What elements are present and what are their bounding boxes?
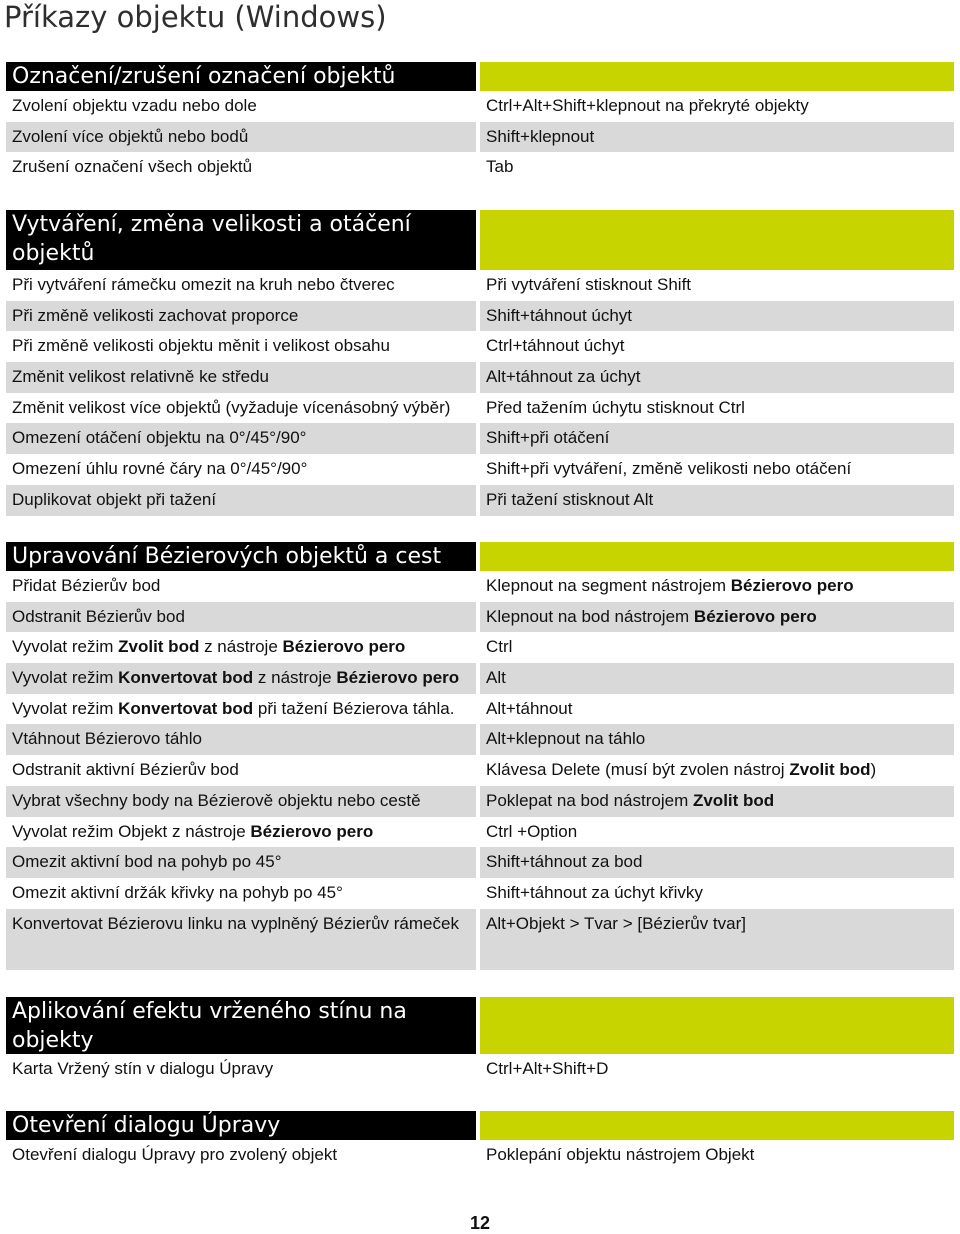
section-header: [6, 62, 954, 91]
action-cell: [6, 152, 476, 183]
shortcut-row: [6, 878, 954, 909]
page-number: 12: [469, 1213, 491, 1233]
shortcut-row: [6, 724, 954, 755]
shortcut-cell: [480, 393, 954, 424]
bold-term: Konvertovat bod: [118, 698, 254, 718]
page-title: Příkazy objektu (Windows): [4, 0, 387, 34]
text-segment: Před tažením úchytu stisknout Ctrl: [486, 397, 745, 417]
text-segment: Omezit aktivní bod na pohyb po 45°: [12, 852, 282, 872]
text-segment: Změnit velikost více objektů (vyžaduje vícenásobný výběr): [12, 397, 451, 417]
section-heading: Upravování Bézierových objektů a cest: [6, 542, 476, 571]
text-segment: Shift+táhnout za úchyt křivky: [486, 882, 703, 902]
section-accent-bar: [480, 210, 954, 270]
text-segment: Poklepat na bod nástrojem: [486, 790, 693, 810]
section-modify-dialog: [6, 1111, 954, 1171]
section-select-objects: [6, 62, 954, 183]
action-cell: [6, 122, 476, 153]
text-segment: Alt+klepnout na táhlo: [486, 729, 646, 749]
shortcut-row: [6, 847, 954, 878]
shortcut-row: [6, 270, 954, 301]
action-cell: [6, 786, 476, 817]
text-segment: Změnit velikost relativně ke středu: [12, 367, 269, 387]
section-header: [6, 1111, 954, 1140]
action-cell: [6, 694, 476, 725]
action-cell: [6, 454, 476, 485]
text-segment: Přidat Bézierův bod: [12, 576, 161, 595]
section-heading: Vytváření, změna velikosti a otáčení objektů: [6, 210, 476, 270]
text-segment: Ctrl+táhnout úchyt: [486, 336, 625, 356]
section-drop-shadow: [6, 997, 954, 1085]
text-segment: Otevření dialogu Úpravy pro zvolený objekt: [12, 1145, 338, 1164]
text-segment: Omezení úhlu rovné čáry na 0°/45°/90°: [12, 459, 308, 479]
text-segment: Shift+táhnout za bod: [486, 852, 643, 872]
shortcut-row: [6, 362, 954, 393]
shortcut-cell: [480, 454, 954, 485]
shortcut-row: [6, 817, 954, 848]
text-segment: ): [870, 760, 877, 780]
shortcut-row: [6, 632, 954, 663]
shortcut-cell: [480, 331, 954, 362]
text-segment: Shift+táhnout úchyt: [486, 305, 633, 325]
bold-term: Zvolit bod: [118, 637, 200, 657]
action-cell: [6, 632, 476, 663]
text-segment: Ctrl +Option: [486, 821, 578, 841]
shortcut-cell: [480, 632, 954, 663]
action-cell: [6, 909, 476, 970]
text-segment: z nástroje: [253, 668, 337, 688]
action-cell: [6, 878, 476, 909]
text-segment: Vtáhnout Bézierovo táhlo: [12, 729, 202, 749]
action-cell: [6, 1140, 476, 1171]
shortcut-cell: [480, 152, 954, 183]
text-segment: Zrušení označení všech objektů: [12, 157, 253, 177]
action-cell: [6, 571, 476, 602]
text-segment: Při změně velikosti objektu měnit i velikost obsahu: [12, 336, 390, 356]
section-accent-bar: [480, 62, 954, 91]
text-segment: Klávesa Delete (musí být zvolen nástroj: [486, 760, 790, 780]
section-accent-bar: [480, 1111, 954, 1140]
text-segment: Odstranit Bézierův bod: [12, 606, 185, 626]
section-heading: Aplikování efektu vrženého stínu na objekty: [6, 997, 476, 1054]
action-cell: [6, 724, 476, 755]
shortcut-row: [6, 91, 954, 122]
shortcut-row: [6, 485, 954, 516]
text-segment: Duplikovat objekt při tažení: [12, 489, 217, 509]
action-cell: [6, 847, 476, 878]
action-cell: [6, 270, 476, 301]
text-segment: Klepnout na bod nástrojem: [486, 606, 694, 626]
text-segment: Konvertovat Bézierovu linku na vyplněný Bézierův rámeček: [12, 913, 459, 933]
section-heading: Označení/zrušení označení objektů: [6, 62, 476, 91]
bold-term: Bézierovo pero: [250, 821, 374, 841]
bold-term: Bézierovo pero: [693, 606, 817, 626]
shortcut-row: [6, 571, 954, 602]
shortcut-row: [6, 1054, 954, 1085]
shortcut-row: [6, 122, 954, 153]
text-segment: Ctrl: [486, 637, 513, 657]
shortcut-cell: [480, 878, 954, 909]
bold-term: Bézierovo pero: [282, 637, 406, 657]
shortcut-cell: [480, 1054, 954, 1085]
text-segment: Shift+při otáčení: [486, 428, 610, 448]
text-segment: Při tažení stisknout Alt: [486, 489, 654, 509]
text-segment: Vyvolat režim: [12, 637, 119, 657]
shortcut-cell: [480, 817, 954, 848]
section-header: [6, 210, 954, 270]
shortcut-cell: [480, 786, 954, 817]
shortcut-row: [6, 393, 954, 424]
text-segment: Shift+při vytváření, změně velikosti nebo otáčení: [486, 459, 852, 479]
action-cell: [6, 817, 476, 848]
shortcut-row: [6, 1140, 954, 1171]
text-segment: Ctrl+Alt+Shift+klepnout na překryté objekty: [486, 96, 809, 115]
shortcut-row: [6, 331, 954, 362]
text-segment: Shift+klepnout: [486, 126, 595, 146]
text-segment: Alt+táhnout: [486, 698, 573, 718]
text-segment: Klepnout na segment nástrojem: [486, 576, 731, 595]
action-cell: [6, 663, 476, 694]
bold-term: Zvolit bod: [789, 760, 871, 780]
shortcut-cell: [480, 122, 954, 153]
bold-term: Bézierovo pero: [730, 576, 854, 595]
section-header: [6, 997, 954, 1054]
text-segment: Zvolení více objektů nebo bodů: [12, 126, 249, 146]
shortcut-row: [6, 909, 954, 970]
shortcut-row: [6, 755, 954, 786]
shortcut-cell: [480, 694, 954, 725]
text-segment: Vyvolat režim: [12, 698, 119, 718]
shortcut-cell: [480, 1140, 954, 1171]
section-accent-bar: [480, 997, 954, 1054]
text-segment: Alt: [486, 668, 506, 688]
shortcut-cell: [480, 724, 954, 755]
action-cell: [6, 331, 476, 362]
action-cell: [6, 423, 476, 454]
shortcut-row: [6, 663, 954, 694]
shortcut-row: [6, 602, 954, 633]
shortcut-row: [6, 423, 954, 454]
text-segment: Alt+Objekt > Tvar > [Bézierův tvar]: [486, 913, 746, 933]
action-cell: [6, 301, 476, 332]
section-heading: Otevření dialogu Úpravy: [6, 1111, 476, 1140]
text-segment: při tažení Bézierova táhla.: [253, 698, 455, 718]
text-segment: Vyvolat režim Objekt z nástroje: [12, 821, 251, 841]
text-segment: Vyvolat režim: [12, 668, 119, 688]
text-segment: Při vytváření rámečku omezit na kruh nebo čtverec: [12, 275, 395, 294]
text-segment: Při vytváření stisknout Shift: [486, 275, 692, 294]
section-header: [6, 542, 954, 571]
text-segment: z nástroje: [199, 637, 283, 657]
action-cell: [6, 362, 476, 393]
text-segment: Při změně velikosti zachovat proporce: [12, 305, 299, 325]
text-segment: Zvolení objektu vzadu nebo dole: [12, 96, 257, 115]
shortcut-cell: [480, 362, 954, 393]
action-cell: [6, 602, 476, 633]
shortcut-cell: [480, 909, 954, 970]
action-cell: [6, 1054, 476, 1085]
shortcut-row: [6, 454, 954, 485]
text-segment: Vybrat všechny body na Bézierově objektu nebo cestě: [12, 790, 421, 810]
bold-term: Bézierovo pero: [336, 668, 460, 688]
shortcut-cell: [480, 755, 954, 786]
shortcut-row: [6, 786, 954, 817]
text-segment: Ctrl+Alt+Shift+D: [486, 1059, 609, 1078]
shortcut-cell: [480, 91, 954, 122]
action-cell: [6, 485, 476, 516]
shortcut-cell: [480, 423, 954, 454]
section-create-resize-rotate: [6, 210, 954, 516]
text-segment: Odstranit aktivní Bézierův bod: [12, 760, 239, 780]
shortcut-cell: [480, 602, 954, 633]
shortcut-row: [6, 694, 954, 725]
action-cell: [6, 393, 476, 424]
action-cell: [6, 91, 476, 122]
section-bezier-editing: [6, 542, 954, 970]
bold-term: Zvolit bod: [692, 790, 775, 810]
shortcut-cell: [480, 485, 954, 516]
shortcut-cell: [480, 270, 954, 301]
action-cell: [6, 755, 476, 786]
shortcut-cell: [480, 571, 954, 602]
bold-term: Konvertovat bod: [118, 668, 254, 688]
shortcut-row: [6, 152, 954, 183]
text-segment: Poklepání objektu nástrojem Objekt: [486, 1145, 755, 1164]
text-segment: Alt+táhnout za úchyt: [486, 367, 641, 387]
text-segment: Omezit aktivní držák křivky na pohyb po 45°: [12, 882, 343, 902]
shortcut-cell: [480, 301, 954, 332]
shortcut-cell: [480, 847, 954, 878]
shortcut-row: [6, 301, 954, 332]
text-segment: Karta Vržený stín v dialogu Úpravy: [12, 1059, 274, 1078]
text-segment: Omezení otáčení objektu na 0°/45°/90°: [12, 428, 307, 448]
section-accent-bar: [480, 542, 954, 571]
text-segment: Tab: [486, 157, 514, 177]
shortcut-cell: [480, 663, 954, 694]
